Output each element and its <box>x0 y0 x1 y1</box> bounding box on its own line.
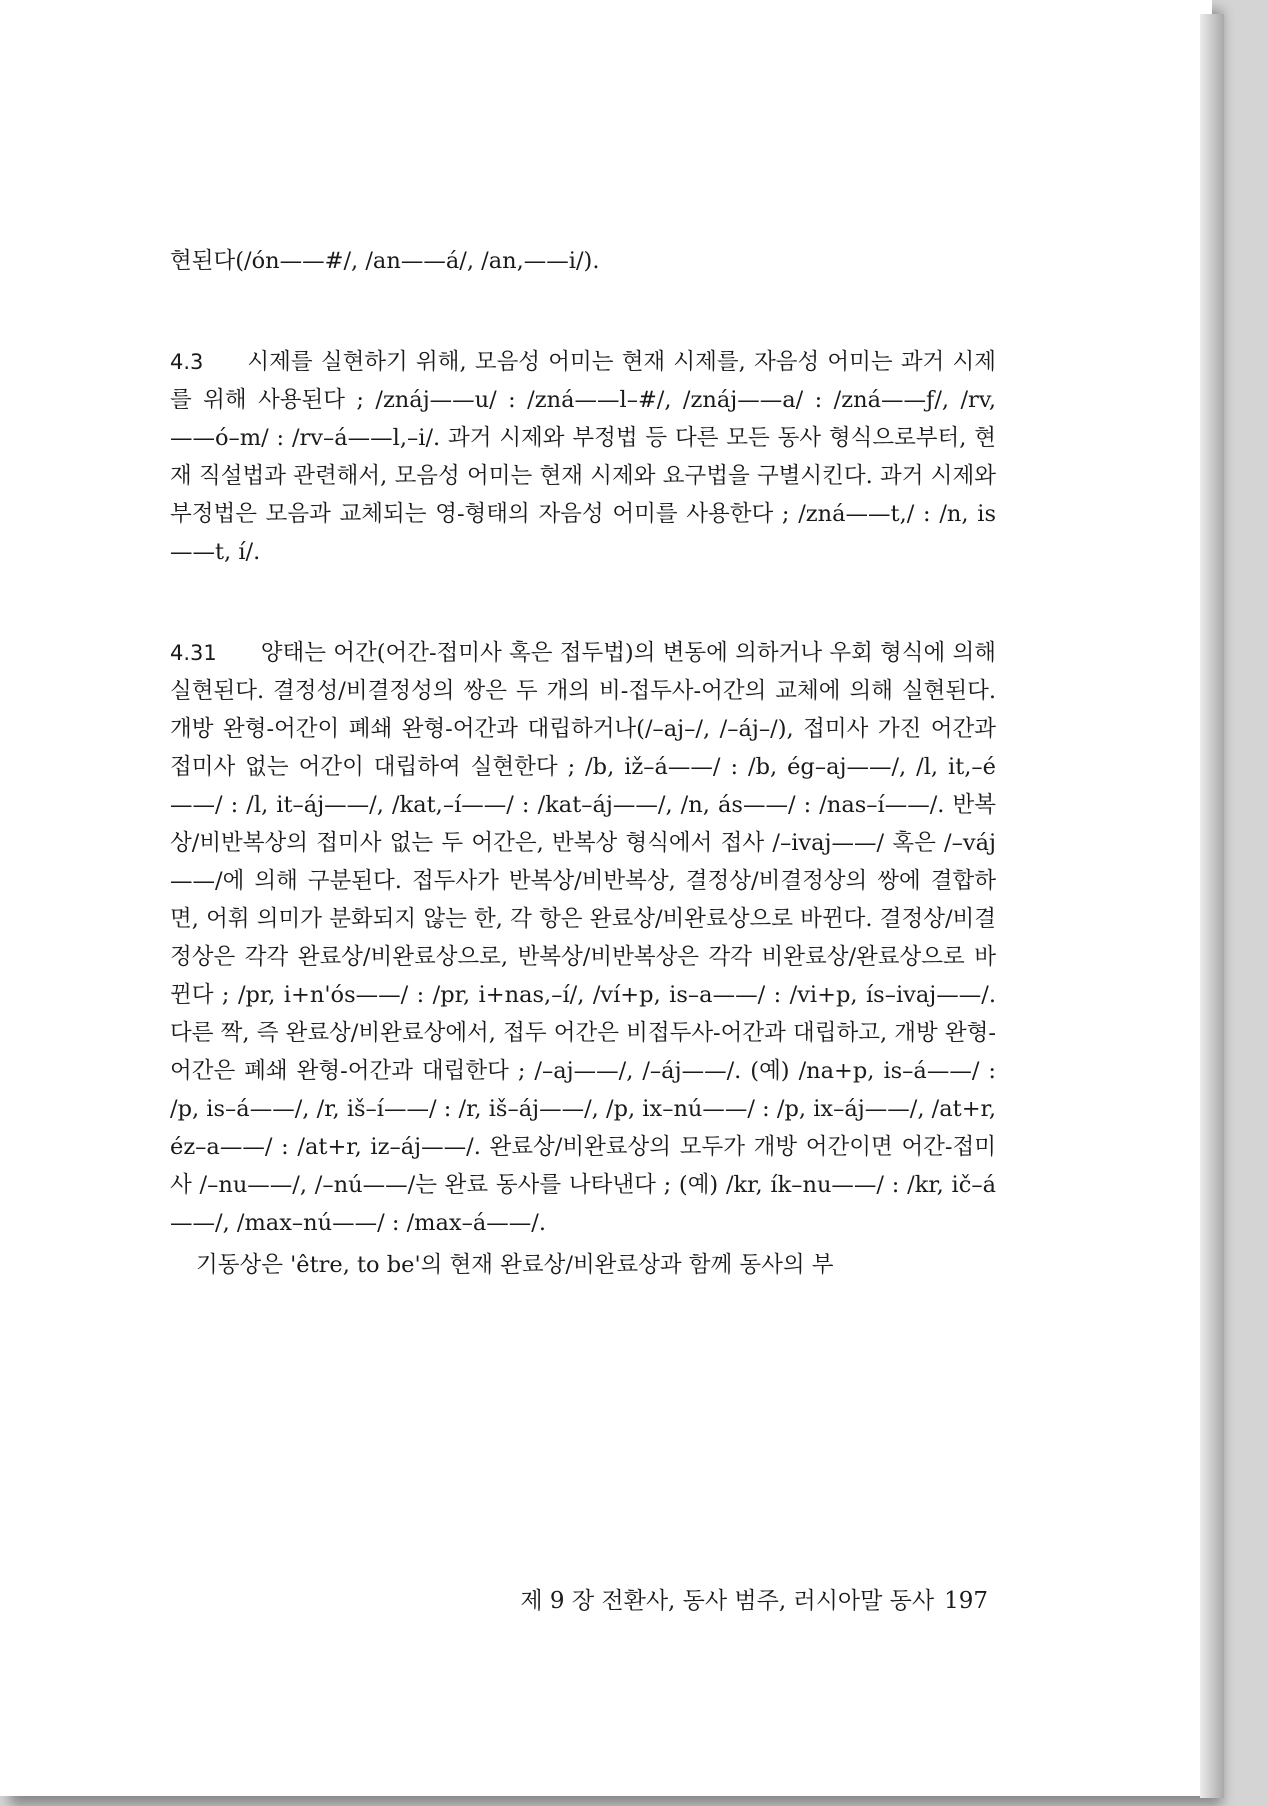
continuation-paragraph: 현된다(/ón——#/, /an——á/, /an,——i/). <box>170 248 600 274</box>
section-text: 양태는 어간(어간-접미사 혹은 접두법)의 변동에 의하거나 우회 형식에 의해 실현된다. 결정성/비결정성의 쌍은 두 개의 비-접두사-어간의 교체에 의해 실현된다. 개방 완형-어간이 폐쇄 완형-어간과 대립하거나(/–aj–/, /–áj–/), 접미사 가진 어간과 접미사 없는 어간이 대립하여 실현한다 ; /b, iž–á——/ : /b, ég–aj——/, /l, it,–é——/ : /l, it–áj——/, /kat,–í——/ : /kat–áj——/, /n, ás——/ : /nas–í——/. 반복상/비반복상의 접미사 없는 두 어간은, 반복상 형식에서 접사 /–ivaj——/ 혹은 /–váj——/에 의해 구분된다. 접두사가 반복상/비반복상, 결정상/비결정상의 쌍에 결합하면, 어휘 의미가 분화되지 않는 한, 각 항은 완료상/비완료상으로 바뀐다. 결정상/비결정상은 각각 완료상/비완료상으로, 반복상/비반복상은 각각 비완료상/완료상으로 바뀐다 ; /pr, i+n'ós——/ : /pr, i+nas,–í/, /ví+p, is–a——/ : /vi+p, ís–ivaj——/. 다른 짝, 즉 완료상/비완료상에서, 접두 어간은 비접두사-어간과 대립하고, 개방 완형-어간은 폐쇄 완형-어간과 대립한다 ; /–aj——/, /–áj——/. (예) /na+p, is–á——/ : /p, is–á——/, /r, iš–í——/ : /r, iš–áj——/, /p, ix–nú——/ : /p, ix–áj——/, /at+r, éz–a——/ : /at+r, iz–áj——/. 완료상/비완료상의 모두가 개방 어간이면 어간-접미사 /–nu——/, /–nú——/는 완료 동사를 나타낸다 ; (예) /kr, ík–nu——/ : /kr, ič–á——/, /max–nú——/ : /max–á——/. <box>170 640 996 1236</box>
running-footer <box>448 1582 988 1615</box>
section-number: 4.31 <box>170 641 217 665</box>
section-4-3 <box>170 343 996 571</box>
closing-paragraph: 기동상은 'être, to be'의 현재 완료상/비완료상과 함께 동사의 부 <box>196 1252 834 1278</box>
section-4-31 <box>170 634 996 1242</box>
section-number: 4.3 <box>170 350 204 374</box>
page-number: 197 <box>944 1588 988 1614</box>
page-body <box>170 242 996 1284</box>
page-edge-shadow <box>1200 14 1224 1798</box>
section-text: 시제를 실현하기 위해, 모음성 어미는 현재 시제를, 자음성 어미는 과거 시제를 위해 사용된다 ; /znáj——u/ : /zná——l–#/, /znáj——a/ : /zná——ƒ/, /rv, ——ó–m/ : /rv–á——l,–i/. 과거 시제와 부정법 등 다른 모든 동사 형식으로부터, 현재 직설법과 관련해서, 모음성 어미는 현재 시제와 요구법을 구별시킨다. 과거 시제와 부정법은 모음과 교체되는 영-형태의 자음성 어미를 사용한다 ; /zná——t,/ : /n, is——t, í/. <box>170 349 996 565</box>
chapter-title: 제 9 장 전환사, 동사 범주, 러시아말 동사 <box>520 1588 935 1614</box>
